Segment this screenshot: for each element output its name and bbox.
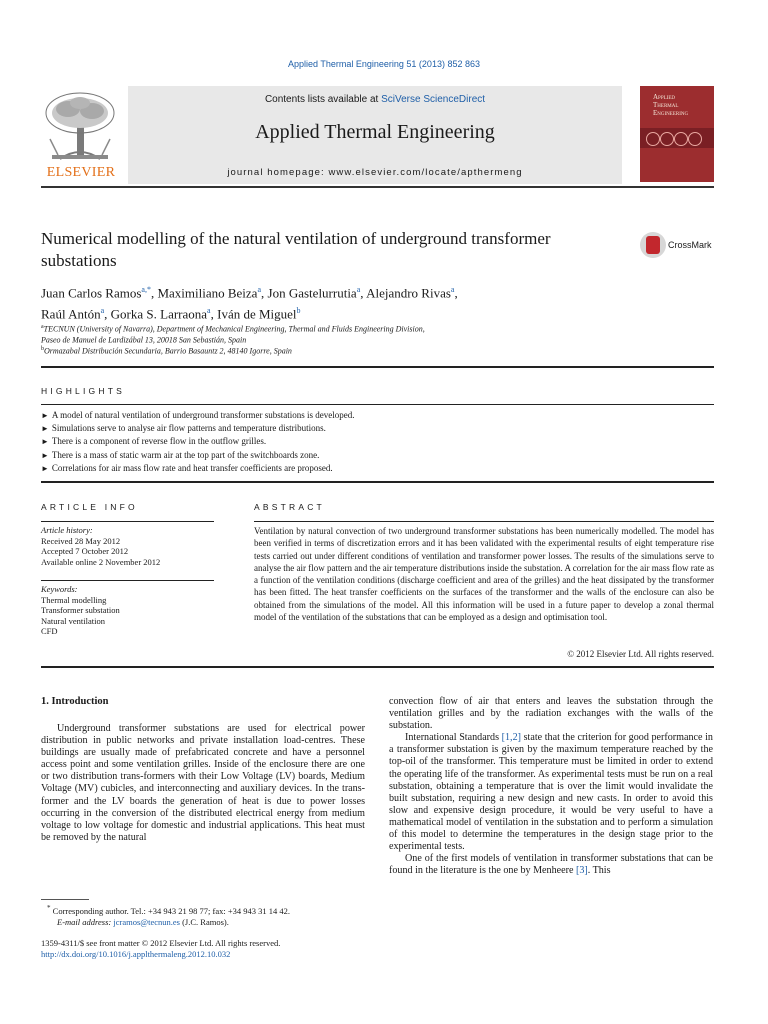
crossmark-label[interactable]: CrossMark: [668, 240, 712, 250]
abstract-text: Ventilation by natural convection of two underground transformer substations has been numerically modelled. The model has been verified in terms of discretization errors and it has been validated with the experimental results of eight temperature rise tests carried out under different conditions of ventilation and transformer power losses. The results of the simulations serve to analyse the air flow pattern and the air temperature distributions inside the substation. A correlation for the air mass flow rate as a function of the ventilation conditions (discharge coefficient and area of the grilles) and the heat dissipated by the transformer has been fitted. The heat transfer coefficients on the surfaces of the transformer and the walls of the enclosure can also be obtained from the simulations of the model. All this information will be used in a future paper to develop a zonal thermal model of the ventilation of the substations that can be employed as a design and optimisation tool.: [254, 526, 714, 623]
journal-citation[interactable]: Applied Thermal Engineering 51 (2013) 852 863: [288, 59, 480, 69]
author-name: Iván de Miguel: [217, 306, 297, 322]
intro-paragraph: One of the first models of ventilation in transformer substations that can be found in the literature is the one by Menheere [3]. This: [389, 853, 713, 877]
front-matter: [41, 938, 371, 960]
highlight-item: ► Simulations serve to analyse air flow patterns and temperature distributions.: [41, 422, 711, 435]
article-history: Article history: Received 28 May 2012 Accepted 7 October 2012 Available online 2 November 2012: [41, 525, 161, 567]
sciencedirect-link[interactable]: SciVerse ScienceDirect: [381, 94, 486, 105]
header-divider: [41, 186, 714, 188]
intro-paragraph: convection flow of air that enters and leaves the substation through the ventilation grilles and by the radiation exchanges with the walls of the substation.: [389, 696, 713, 732]
abstract-rule: [254, 521, 714, 522]
keywords: Keywords: Thermal modelling Transformer substation Natural ventilation CFD: [41, 584, 213, 637]
keyword: Natural ventilation: [41, 615, 105, 626]
author-email-link[interactable]: jcramos@tecnun.es: [113, 916, 180, 927]
contents-line: [128, 94, 622, 105]
highlight-item: ► There is a component of reverse flow in the outflow grilles.: [41, 435, 711, 448]
corresponding-author-footnote: * Corresponding author. Tel.: +34 943 21 98 77; fax: +34 943 31 14 42. E-mail address: jcramos@tecnun.es (J.C. Ramos).: [47, 904, 291, 927]
author-affiliation-marker[interactable]: a: [450, 285, 455, 294]
publisher-wordmark: ELSEVIER: [46, 165, 116, 180]
keyword: Transformer substation: [41, 605, 120, 616]
author-name: Raúl Antón: [41, 306, 101, 322]
journal-homepage[interactable]: journal homepage: www.elsevier.com/locate/apthermeng: [227, 167, 523, 178]
highlights-heading: HIGHLIGHTS: [41, 386, 125, 396]
contents-prefix: Contents lists available at: [264, 94, 382, 105]
abstract-bottom-rule: [41, 666, 714, 668]
author-affiliation-marker[interactable]: a,*: [141, 285, 151, 294]
highlight-item: ► There is a mass of static warm air at the top part of the switchboards zone.: [41, 449, 711, 462]
section-heading-introduction: 1. Introduction: [41, 696, 109, 707]
intro-right-column: [389, 696, 713, 877]
footnote-rule: [41, 899, 89, 900]
author-affiliation-marker[interactable]: a: [207, 306, 211, 316]
author-name: Gorka S. Larraona: [110, 306, 208, 322]
author-affiliation-marker[interactable]: a: [257, 285, 262, 294]
abstract-copyright: © 2012 Elsevier Ltd. All rights reserved.: [567, 649, 714, 659]
author-name: Maximiliano Beiza: [157, 285, 258, 301]
keywords-rule: [41, 580, 214, 581]
keyword: Thermal modelling: [41, 594, 107, 605]
highlights-bottom-rule: [41, 481, 714, 483]
intro-left-column: [41, 723, 365, 844]
citation-link[interactable]: [1,2]: [501, 732, 521, 744]
crossmark-icon[interactable]: [640, 232, 666, 258]
journal-cover-thumbnail: [640, 86, 714, 182]
article-title: Numerical modelling of the natural ventilation of underground transformer substations: [41, 229, 551, 270]
intro-paragraph: International Standards [1,2] state that the criterion for good performance in a transformer substation is given by the maximum temperature reached by the top-oil of the transformer. This temperature must be limited in order to extend the operating life of the transformer. As experimental tests must be run on a real substation, obtaining a temperature that is over the limit would invalidate the built substation, requiring a new design and new casts. In order to avoid this slow and expensive design procedure, it would be very useful to have a mathematical model of ventilation in the substation and to perform a simulation of this model to determine the temperatures in the design stage prior to the experimental tests.: [389, 732, 713, 853]
author-list: Juan Carlos Ramos$^{a,*}$, Maximiliano Beiza$^a$, Jon Gastelurrutia$^a$, Alejandro Rivas$^a$, Raúl Antón$^a$, Gorka S. Larraona$^a$, Iván de Miguel$^b$: [41, 285, 458, 322]
highlight-item: ► Correlations for air mass flow rate and heat transfer coefficients are proposed.: [41, 462, 711, 475]
author-name: Alejandro Rivas: [366, 285, 451, 301]
author-affiliation-marker[interactable]: a: [100, 306, 105, 316]
citation-link[interactable]: [3]: [575, 865, 588, 877]
doi-link[interactable]: http://dx.doi.org/10.1016/j.applthermaleng.2012.10.032: [41, 949, 231, 959]
issn-line: 1359-4311/$ see front matter © 2012 Elsevier Ltd. All rights reserved.: [41, 938, 281, 948]
intro-paragraph: Underground transformer substations are used for electrical power distribution in public networks and private installation load-centres. These buildings are usually made of prefabricated concrete and have a personnel access point and some ventilation grilles. Inside of the enclosure there are one or two distribution trans-formers with their Low Voltage (LV) boards, Medium Voltage (MV) cubicles, and interconnecting and auxiliary devices. In the trans-former and the LV boards the generation of heat is due to power losses occurring in the conversion of the distributed electrical energy from medium voltage to low voltage for domestic and industrial applications. This heat must be removed by the natural: [41, 723, 365, 843]
highlights-divider: [41, 404, 714, 405]
article-info-heading: ARTICLE INFO: [41, 502, 138, 512]
highlights-top-rule: [41, 366, 714, 368]
cover-title: Applied Thermal Engineering: [653, 93, 689, 117]
journal-title: Applied Thermal Engineering: [255, 121, 495, 143]
author-name: Juan Carlos Ramos: [41, 285, 142, 301]
abstract-heading: ABSTRACT: [254, 502, 325, 512]
affiliation: Paseo de Manuel de Lardizábal 13, 20018 San Sebastián, Spain: [41, 335, 247, 345]
affiliation: $^a$TECNUN (University of Navarra), Department of Mechanical Engineering, Thermal and Fluids Engineering Division,: [41, 324, 425, 334]
author-affiliation-marker[interactable]: b: [296, 306, 301, 316]
author-name: Jon Gastelurrutia: [267, 285, 357, 301]
affiliation: $^b$Ormazabal Distribución Secundaria, Barrio Basauntz 2, 48140 Igorre, Spain: [41, 346, 292, 356]
keyword: CFD: [41, 626, 58, 637]
highlights-list: [41, 409, 711, 475]
highlight-item: ► A model of natural ventilation of underground transformer substations is developed.: [41, 409, 711, 422]
author-affiliation-marker[interactable]: a: [356, 285, 361, 294]
article-info-rule: [41, 521, 214, 522]
